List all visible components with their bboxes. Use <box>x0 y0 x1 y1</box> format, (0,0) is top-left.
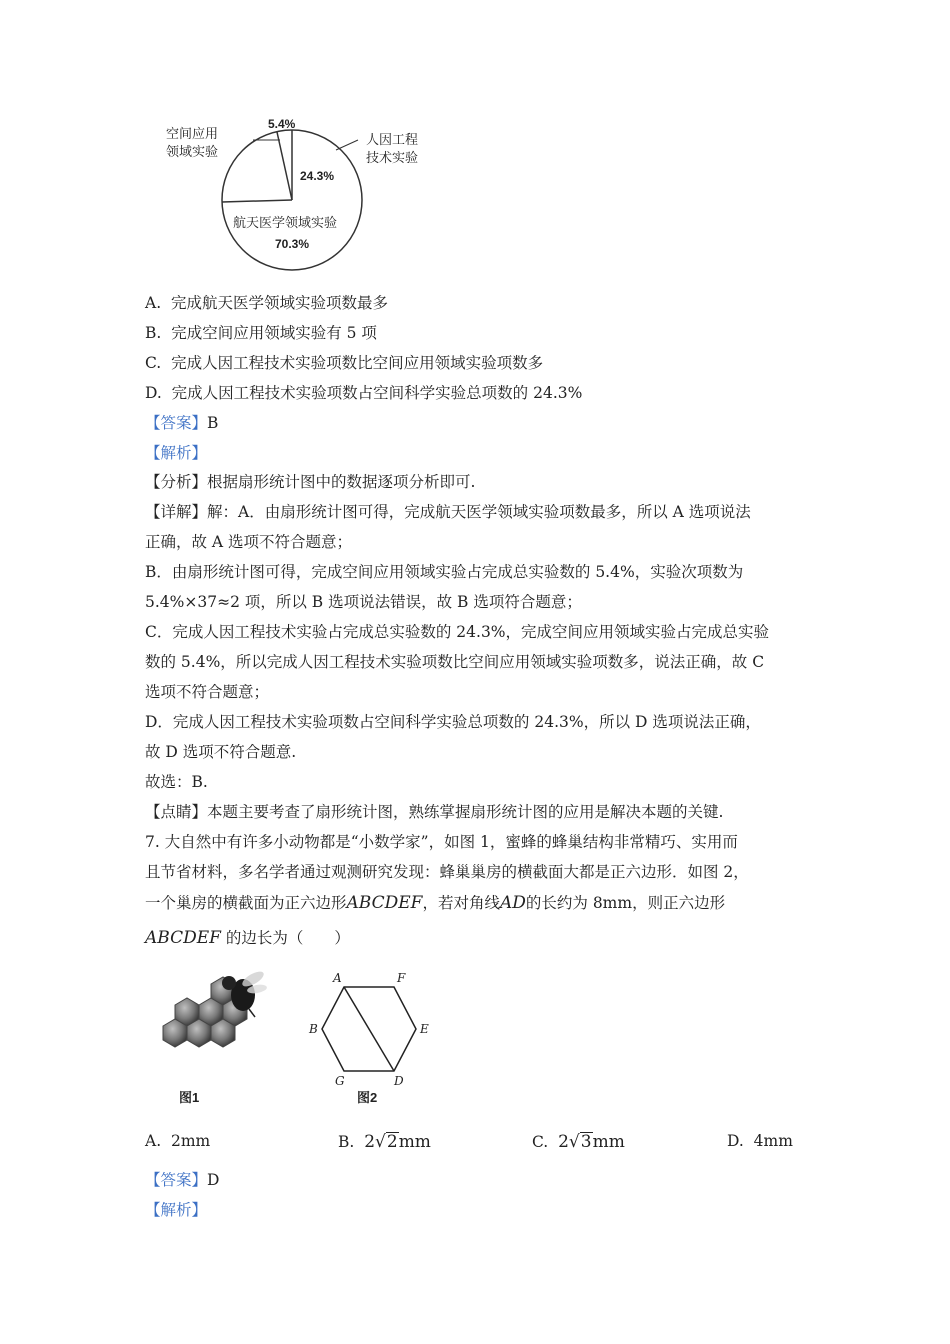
q6-detail-line-3: B．由扇形统计图可得，完成空间应用领域实验占完成总实验数的 5.4%，实验次项数为 <box>145 563 744 581</box>
q7-line-3: 一个巢房的横截面为正六边形ABCDEF，若对角线AD的长约为 8mm，则正六边形 <box>145 893 726 913</box>
vertex-f: F <box>397 971 406 985</box>
vertex-d: D <box>394 1074 404 1088</box>
q6-detail-line-2: 正确，故 A 选项不符合题意； <box>145 533 353 551</box>
vertex-e: E <box>420 1022 429 1036</box>
q7-line-1: 7. 大自然中有许多小动物都是“小数学家”，如图 1，蜜蜂的蜂巢结构非常精巧、实用而 <box>145 833 738 851</box>
diagonal-ad <box>344 987 394 1071</box>
q7-jiexi-tag: 【解析】 <box>145 1201 208 1219</box>
pie-label-space-2: 领域实验 <box>166 144 219 159</box>
q6-option-a: A. 完成航天医学领域实验项数最多 <box>145 294 388 312</box>
pie-pct-medical: 70.3% <box>275 237 310 251</box>
q6-detail-line-1: 【详解】解：A．由扇形统计图可得，完成航天医学领域实验项数最多，所以 A 选项说法 <box>145 503 751 521</box>
q6-comment: 【点睛】本题主要考查了扇形统计图，熟练掌握扇形统计图的应用是解决本题的关键. <box>145 803 724 821</box>
pie-pct-human: 24.3% <box>300 169 335 183</box>
q6-analysis: 【分析】根据扇形统计图中的数据逐项分析即可. <box>145 473 476 491</box>
q6-conclusion: 故选：B. <box>145 773 208 791</box>
pie-label-medical: 航天医学领域实验 <box>233 215 338 230</box>
pie-label-human-1: 人因工程 <box>366 132 419 147</box>
q6-option-d: D. 完成人因工程技术实验项数占空间科学实验总项数的 24.3% <box>145 384 583 402</box>
q6-detail-line-9: 故 D 选项不符合题意. <box>145 743 297 761</box>
vertex-a: A <box>333 971 342 985</box>
pie-pct-space: 5.4% <box>268 117 296 131</box>
pie-leader-right <box>336 140 358 150</box>
fig1-caption: 图1 <box>179 1090 200 1105</box>
q7-line-2: 且节省材料，多名学者通过观测研究发现：蜂巢巢房的横截面大都是正六边形．如图 2， <box>145 863 749 881</box>
q6-option-c: C. 完成人因工程技术实验项数比空间应用领域实验项数多 <box>145 354 544 372</box>
q7-line-4: ABCDEF 的边长为（ ） <box>145 928 350 948</box>
q6-detail-line-7: 选项不符合题意； <box>145 683 270 701</box>
q7-figures <box>145 965 465 1115</box>
q6-option-b: B. 完成空间应用领域实验有 5 项 <box>145 324 377 342</box>
q7-answer: 【答案】D <box>145 1171 220 1189</box>
pie-label-human-2: 技术实验 <box>366 150 419 165</box>
q7-choice-d: D. 4mm <box>727 1132 793 1150</box>
q6-answer: 【答案】B <box>145 414 219 432</box>
q7-choice-a: A. 2mm <box>145 1132 211 1150</box>
honeycomb-figure <box>163 969 268 1105</box>
q6-detail-line-8: D．完成人因工程技术实验项数占空间科学实验总项数的 24.3%，所以 D 选项说法正确， <box>145 713 761 731</box>
pie-chart <box>150 110 450 280</box>
fig2-caption: 图2 <box>357 1090 378 1105</box>
hexagon-figure <box>308 971 429 1105</box>
pie-divider-1 <box>277 132 292 200</box>
q7-choice-b: B. 2√2mm <box>338 1132 431 1152</box>
vertex-g: G <box>335 1074 345 1088</box>
q6-detail-line-6: 数的 5.4%，所以完成人因工程技术实验项数比空间应用领域实验项数多，说法正确，故 C <box>145 653 765 671</box>
pie-divider-3 <box>222 200 292 202</box>
q6-detail-line-5: C．完成人因工程技术实验占完成总实验数的 24.3%，完成空间应用领域实验占完成总实验 <box>145 623 770 641</box>
pie-label-space-1: 空间应用 <box>166 126 219 141</box>
q6-jiexi-tag: 【解析】 <box>145 444 208 462</box>
q6-detail-line-4: 5.4%×37≈2 项，所以 B 选项说法错误，故 B 选项符合题意； <box>145 593 582 611</box>
vertex-b: B <box>309 1022 318 1036</box>
q7-choice-c: C. 2√3mm <box>532 1132 625 1152</box>
